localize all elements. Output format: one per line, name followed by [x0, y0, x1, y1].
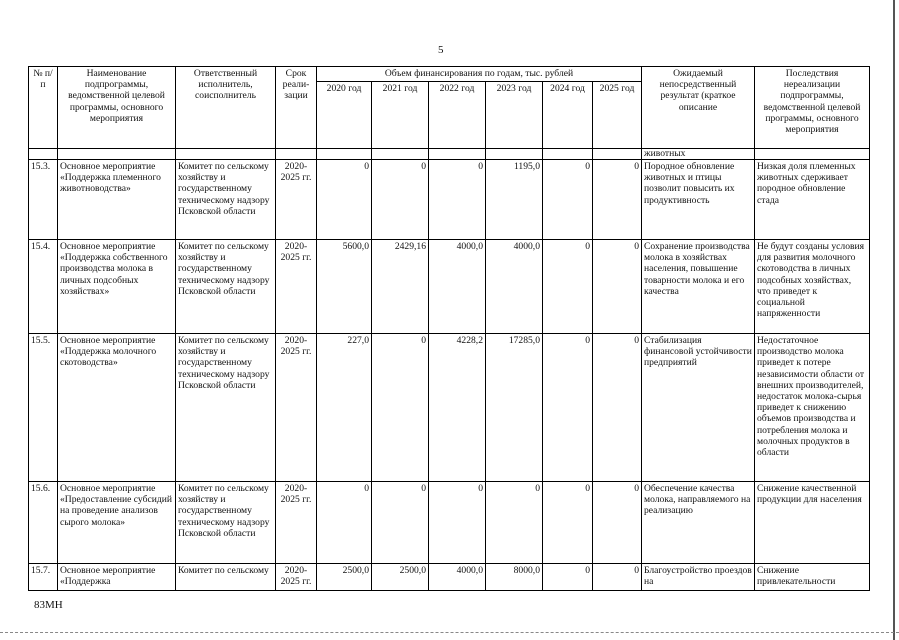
row-name: Основное мероприятие «Поддержка племенного животноводства»: [58, 160, 176, 240]
row-2020: 0: [317, 482, 372, 564]
table-row: [29, 482, 870, 564]
row-num: 15.5.: [29, 334, 58, 482]
header-term: Срок реали-зации: [276, 67, 317, 149]
row-executor: Комитет по сельскому хозяйству и государственному техническому надзору Псковской области: [176, 482, 276, 564]
row-result: Сохранение производства молока в хозяйствах населения, повышение товарности молока и его качества: [642, 240, 755, 334]
table-row: [29, 334, 870, 482]
table-row: [29, 240, 870, 334]
row-2023: 8000,0: [486, 564, 543, 591]
row-result: Благоустройство проездов на: [642, 564, 755, 591]
header-year-2024: 2024 год: [543, 82, 593, 149]
row-2020: 227,0: [317, 334, 372, 482]
row-2023: 17285,0: [486, 334, 543, 482]
row-2021: 0: [372, 334, 429, 482]
row-name: Основное мероприятие «Предоставление субсидий на проведение анализов сырого молока»: [58, 482, 176, 564]
header-funding: Объем финансирования по годам, тыс. рублей: [317, 67, 642, 82]
row-2022: 4000,0: [429, 564, 486, 591]
row-2025: 0: [593, 334, 642, 482]
row-2021: 2429,16: [372, 240, 429, 334]
row-consequences: Не будут созданы условия для развития молочного скотоводства в личных подсобных хозяйствах, что приведет к социальной напряженности: [755, 240, 870, 334]
carryover-row: [29, 149, 870, 160]
header-consequences: Последствия нереализации подпрограммы, ведомственной целевой программы, основного мероприятия: [755, 67, 870, 149]
row-result: Стабилизация финансовой устойчивости предприятий: [642, 334, 755, 482]
row-2024: 0: [543, 334, 593, 482]
header-result: Ожидаемый непосредственный результат (краткое описание: [642, 67, 755, 149]
header-executor: Ответственный исполнитель, соисполнитель: [176, 67, 276, 149]
row-consequences: Недостаточное производство молока приведет к потере независимости области от внешних производителей, недостаток молока-сырья приведет к снижению объемов производства и потребления молока и молочных продуктов в области: [755, 334, 870, 482]
header-year-2020: 2020 год: [317, 82, 372, 149]
header-year-2022: 2022 год: [429, 82, 486, 149]
row-2022: 4228,2: [429, 334, 486, 482]
row-2020: 2500,0: [317, 564, 372, 591]
row-2023: 0: [486, 482, 543, 564]
row-2021: 2500,0: [372, 564, 429, 591]
row-num: 15.3.: [29, 160, 58, 240]
page-edge-right: [893, 0, 895, 640]
row-term: 2020-2025 гг.: [276, 482, 317, 564]
row-2025: 0: [593, 564, 642, 591]
row-term: 2020-2025 гг.: [276, 240, 317, 334]
row-executor: Комитет по сельскому: [176, 564, 276, 591]
page-number: 5: [438, 44, 444, 56]
row-consequences: Снижение привлекательности: [755, 564, 870, 591]
row-term: 2020-2025 гг.: [276, 160, 317, 240]
header-year-2021: 2021 год: [372, 82, 429, 149]
row-term: 2020-2025 гг.: [276, 334, 317, 482]
row-num: 15.4.: [29, 240, 58, 334]
carryover-result: животных: [644, 149, 686, 159]
row-executor: Комитет по сельскому хозяйству и государственному техническому надзору Псковской области: [176, 334, 276, 482]
row-2025: 0: [593, 482, 642, 564]
row-2024: 0: [543, 564, 593, 591]
row-name: Основное мероприятие «Поддержка собственного производства молока в личных подсобных хозяйствах»: [58, 240, 176, 334]
row-2020: 0: [317, 160, 372, 240]
row-2022: 4000,0: [429, 240, 486, 334]
row-term: 2020-2025 гг.: [276, 564, 317, 591]
row-num: 15.7.: [29, 564, 58, 591]
footer-code: 83МН: [34, 599, 63, 611]
page-edge-bottom: [0, 632, 899, 634]
table-row: [29, 160, 870, 240]
row-2023: 4000,0: [486, 240, 543, 334]
row-name: Основное мероприятие «Поддержка молочного скотоводства»: [58, 334, 176, 482]
row-2025: 0: [593, 160, 642, 240]
program-table: [28, 66, 870, 591]
row-consequences: Низкая доля племенных животных сдерживает породное обновление стада: [755, 160, 870, 240]
row-2025: 0: [593, 240, 642, 334]
header-num: № п/п: [29, 67, 58, 149]
row-2024: 0: [543, 240, 593, 334]
row-executor: Комитет по сельскому хозяйству и государственному техническому надзору Псковской области: [176, 240, 276, 334]
header-year-2023: 2023 год: [486, 82, 543, 149]
row-2022: 0: [429, 482, 486, 564]
row-result: Породное обновление животных и птицы позволит повысить их продуктивность: [642, 160, 755, 240]
row-2021: 0: [372, 482, 429, 564]
header-name: Наименование подпрограммы, ведомственной целевой программы, основного мероприятия: [58, 67, 176, 149]
row-2020: 5600,0: [317, 240, 372, 334]
row-executor: Комитет по сельскому хозяйству и государственному техническому надзору Псковской области: [176, 160, 276, 240]
row-2024: 0: [543, 482, 593, 564]
row-result: Обеспечение качества молока, направляемого на реализацию: [642, 482, 755, 564]
row-name: Основное мероприятие «Поддержка: [58, 564, 176, 591]
row-2022: 0: [429, 160, 486, 240]
row-2021: 0: [372, 160, 429, 240]
row-2023: 1195,0: [486, 160, 543, 240]
table-row: [29, 564, 870, 591]
row-2024: 0: [543, 160, 593, 240]
row-num: 15.6.: [29, 482, 58, 564]
row-consequences: Снижение качественной продукции для населения: [755, 482, 870, 564]
header-year-2025: 2025 год: [593, 82, 642, 149]
